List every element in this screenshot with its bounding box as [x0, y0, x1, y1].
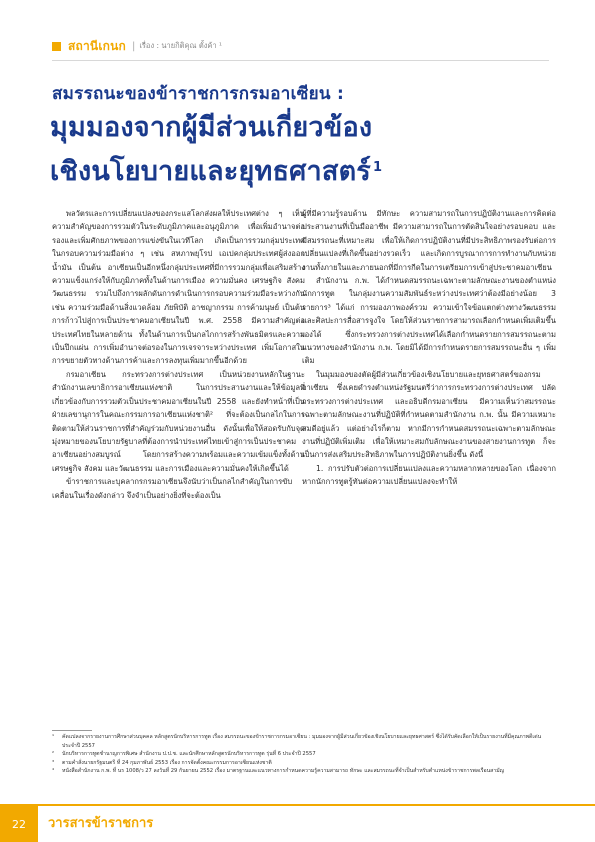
- footnote: [52, 759, 556, 768]
- journal-name: วารสารข้าราชการ: [48, 816, 154, 831]
- right-column: [302, 207, 556, 489]
- footnote-text: หนังสือสำนักงาน ก.พ. ที่ นร 1008/ว 27 ลงวันที่ 29 กันยายน 2552 เรื่อง มาตรฐานและแนวทางการกำหนดความรู้ความสามารถ ทักษะ และสมรรถนะที่จำเป็นสำหรับตำแหน่งข้าราชการพลเรือนสามัญ: [62, 768, 505, 775]
- article-title-line3: [50, 156, 382, 188]
- footnote: [52, 733, 556, 750]
- paragraph: กรมอาเซียน กระทรวงการต่างประเทศ เป็นหน่วยงานหลักในฐานะสำนักงานเลขาธิการอาเซียนแห่งชาติ ในการประสานงานและให้ข้อมูลที่เกี่ยวข้องกับการรวมตัวเป็นประชาคมอาเซียนในปี 2558 และยังทำหน้าที่เป็นฝ่ายเลขานุการในคณะกรรมการอาเซียนแห่งชาติ² ที่จะต้องเป็นกลไกในการติดตามให้ส่วนราชการที่สำคัญร่วมกับหน่วยงานอื่น ดังนั้นเพื่อให้สอดรับกับจุดมุ่งหมายของนโยบายรัฐบาลที่ต้องการนำประเทศไทยเข้าสู่การเป็นประชาคมอาเซียนอย่างสมบูรณ์ โดยการสร้างความพร้อมและความเข้มแข็งทั้งด้านเศรษฐกิจ สังคม และวัฒนธรรม และการเมืองและความมั่นคงให้เกิดขึ้นได้: [52, 369, 305, 473]
- footnote-number: ³: [52, 759, 55, 766]
- header-separator: |: [131, 40, 136, 52]
- footnote-number: ¹: [52, 734, 55, 740]
- paragraph: สำนักงาน ก.พ. ได้กำหนดสมรรถนะเฉพาะตามลักษณะงานของตำแหน่งนักการทูต ในกลุ่มงานความสัมพันธ์ระหว่างประเทศว่าต้องมีอย่างน้อย 3 รายการ³ ได้แก่ การมองภาพองค์รวม ความเข้าใจข้อแตกต่างทางวัฒนธรรม และศิลปะการสื่อสารจูงใจ โดยให้ส่วนราชการสามารถเลือกกำหนดเพิ่มเติมขึ้นเองได้ ซึ่งกระทรวงการต่างประเทศได้เลือกกำหนดรายการสมรรถนะตามแนวทางของสำนักงาน ก.พ. โดยมิได้มีการกำหนดรายการสมรรถนะอื่น ๆ เพิ่มเติม: [302, 276, 556, 366]
- article-title-line1: สมรรถนะของข้าราชการกรมอาเซียน :: [52, 84, 345, 104]
- section-square-icon: [52, 42, 61, 51]
- section-header: [52, 38, 222, 54]
- paragraph: ในมุมมองของตัดผู้มีส่วนเกี่ยวข้องเชิงนโยบายและยุทธศาสตร์ของกรมอาเซียน ซึ่งเคยดำรงตำแหน่งรัฐมนตรีว่าการกระทรวงการต่างประเทศ ปลัดกระทรวงการต่างประเทศ และอธิบดีกรมอาเซียน มีความเห็นว่าสมรรถนะเฉพาะตามลักษณะงานที่ปฏิบัติที่กำหนดตามสำนักงาน ก.พ. นั้น มีความเหมาะสมดีอยู่แล้ว แต่อย่างไรก็ตาม หากมีการกำหนดสมรรถนะเฉพาะตามลักษณะงานที่ปฏิบัติเพิ่มเติม เพื่อให้เหมาะสมกับลักษณะงานของสายงานการทูต ก็จะเป็นการส่งเสริมประสิทธิภาพในการปฏิบัติงานยิ่งขึ้น ดังนี้: [302, 369, 556, 460]
- footnotes: [52, 733, 556, 776]
- footer-rule: [0, 804, 595, 806]
- paragraph: ผู้ที่มีความรู้รอบด้าน มีทักษะ ความสามารถในการปฏิบัติงานและการคิดต่อประสานงานที่เป็นมืออาชีพ มีความสามารถในการตัดสินใจอย่างรอบคอบ และมีสมรรถนะที่เหมาะสม เพื่อให้เกิดการปฏิบัติงานที่มีประสิทธิภาพรองรับต่อการเปลี่ยนแปลงที่เกิดขึ้นอย่างรวดเร็ว และเกิดการบูรณาการการทำงานกับหน่วยงานทั้งภายในและภายนอกที่มีการกีดในการเตรียมการเข้าสู่ประชาคมอาเซียน: [302, 209, 556, 272]
- footnote-text: นักบริหารการทูตชำนาญการพิเศษ สำนักงาน ป.ป.ช. และนักศึกษาหลักสูตรนักบริหารการทูต รุ่นที่ 6 ประจำปี 2557: [62, 751, 316, 758]
- paragraph: ข้าราชการและบุคลากรกรมอาเซียนจึงนับว่าเป็นกลไกสำคัญในการขับเคลื่อนในเรื่องดังกล่าว จึงจำเป็นอย่างยิ่งที่จะต้องเป็น: [52, 477, 293, 500]
- footnote: [52, 767, 556, 776]
- paragraph: 1. การปรับตัวต่อการเปลี่ยนแปลงและความหลากหลายของโลก เนื่องจากหากนักการทูตรู้ทันต่อความเปลี่ยนแปลงจะทำให้: [302, 463, 556, 487]
- article-title-line2: มุมมองจากผู้มีส่วนเกี่ยวข้อง: [50, 112, 373, 143]
- footnote-text: คัดแปลงจากรายงานการศึกษาส่วนบุคคล หลักสูตรนักบริหารการทูต เรื่อง สมรรถนะของข้าราชการกรมอาเซียน : มุมมองจากผู้มีส่วนเกี่ยวข้องเชิงนโยบายและยุทธศาสตร์ ซึ่งได้รับคัดเลือกให้เป็นรายงานที่มีคุณภาพดีเด่น ประจำปี 2557: [62, 734, 542, 749]
- author-meta: เรื่อง : นายกิติคุณ ตั้งค้า ¹: [139, 41, 223, 50]
- section-name: สถานีเกนก: [68, 38, 126, 53]
- footnote-number: ⁴: [52, 768, 55, 775]
- footnote-number: ²: [52, 751, 55, 758]
- title-footnote-ref: 1: [373, 160, 383, 175]
- footnote-text: ตามคำสั่งนายกรัฐมนตรี ที่ 24 กุมภาพันธ์ 2553 เรื่อง การจัดตั้งคณะกรรมการอาเซียนแห่งชาติ: [62, 759, 272, 766]
- page-number: 22: [0, 806, 38, 842]
- footnote-divider: [52, 730, 92, 731]
- article-title-line3-text: เชิงนโยบายและยุทธศาสตร์: [50, 156, 371, 187]
- left-column: [52, 207, 305, 502]
- footnote: [52, 750, 556, 759]
- header-divider: [52, 60, 549, 61]
- paragraph: พลวัตรและการเปลี่ยนแปลงของกระแสโลกส่งผลให้ประเทศต่าง ๆ เห็นความสำคัญของการรวมตัวในระดับภูมิภาคและอนุภูมิภาค เพื่อเพิ่มอำนาจต่อรองและเพิ่มศักยภาพของการแข่งขันในเวทีโลก เกิดเป็นการรวมกลุ่มประเทศในกรอบความร่วมมือต่าง ๆ เช่น สหภาพยุโรป เอเปคกลุ่มประเทศผู้ส่งออกน้ำมัน เป็นต้น อาเซียนเป็นอีกหนึ่งกลุ่มประเทศที่มีการรวมกลุ่มเพื่อเสริมสร้างความแข็งแกร่งให้กับภูมิภาคทั้งในด้านการเมือง ความมั่นคง เศรษฐกิจ สังคม วัฒนธรรม รวมไปถึงการผลักดันการดำเนินการกรอบความร่วมมือระหว่างกันเช่น ความร่วมมือด้านสิ่งแวดล้อม ภัยพิบัติ อาชญากรรม การค้ามนุษย์ เป็นต้น การก้าวไปสู่การเป็นประชาคมอาเซียนในปี พ.ศ. 2558 มีความสำคัญต่อประเทศไทยในหลายด้าน ทั้งในด้านการเป็นกลไกการสร้างพันธมิตรและความเป็นปึกแผ่น การเพิ่มอำนาจต่อรองในการเจรจาระหว่างประเทศ เพิ่มโอกาสในการขยายตัวทางด้านการค้าและการลงทุนเพิ่มมากขึ้นอีกด้วย: [52, 209, 305, 366]
